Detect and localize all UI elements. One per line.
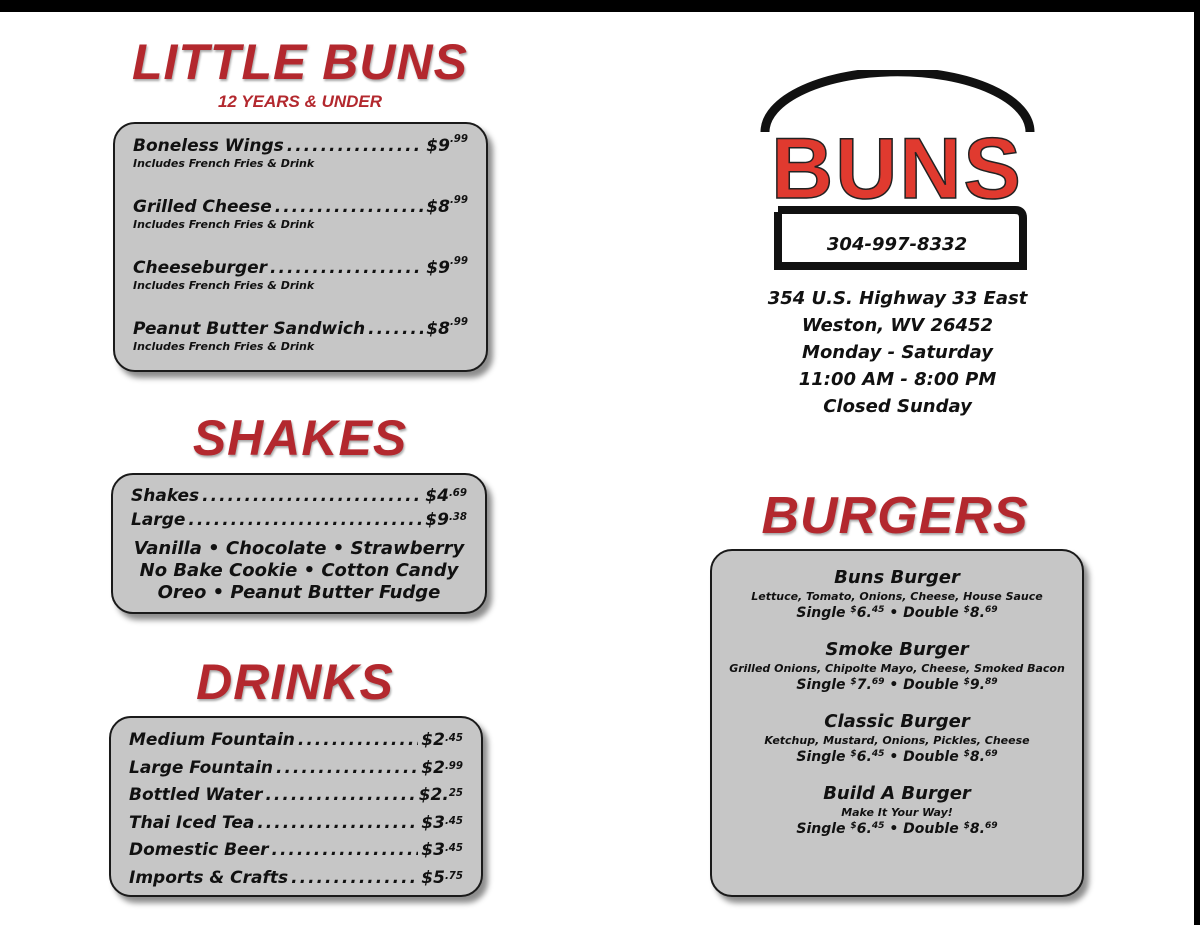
item-name: Medium Fountain <box>129 730 295 750</box>
burger-item <box>720 783 1074 837</box>
item-name: Bottled Water <box>129 785 263 805</box>
closed-note: Closed Sunday <box>823 396 972 417</box>
address-line-1: 354 U.S. Highway 33 East <box>767 288 1028 309</box>
burger-name: Classic Burger <box>824 711 970 732</box>
item-price: $\$3^{.45}$ <box>421 812 463 833</box>
item-note: Includes French Fries & Drink <box>133 157 315 170</box>
burger-item <box>720 567 1074 621</box>
item-name: Shakes <box>131 486 200 506</box>
dot-leader <box>202 484 422 508</box>
shakes-title: SHAKES <box>192 410 408 466</box>
little-buns-item <box>133 319 468 374</box>
item-name: Boneless Wings <box>133 136 284 156</box>
item-name: Domestic Beer <box>129 840 269 860</box>
item-price: $\$2^{.45}$ <box>421 730 463 750</box>
shakes-panel <box>111 473 487 614</box>
dot-leader <box>188 508 422 532</box>
drink-row <box>129 755 463 783</box>
item-price: $\$9^{.99}$ <box>426 256 468 278</box>
item-note: Includes French Fries & Drink <box>133 279 315 292</box>
item-price: $\$3^{.45}$ <box>421 840 463 860</box>
burger-name: Build A Burger <box>823 783 971 804</box>
item-price: $\$9^{.99}$ <box>426 134 468 156</box>
dot-leader <box>265 782 415 810</box>
flavor-line: No Bake Cookie • Cotton Candy <box>139 560 459 581</box>
little-buns-item <box>133 258 468 319</box>
dot-leader <box>276 755 418 783</box>
dot-leader <box>272 837 419 865</box>
little-buns-panel <box>113 122 488 372</box>
dot-leader <box>287 136 424 156</box>
burger-price: Single $6.45 • Double $8.69 <box>796 749 998 765</box>
burger-item <box>720 711 1074 765</box>
item-name: Thai Iced Tea <box>129 812 255 833</box>
right-border <box>1194 0 1200 925</box>
dot-leader <box>368 319 423 339</box>
little-buns-title: LITTLE BUNS <box>132 34 468 90</box>
burger-price: Single $7.69 • Double $9.89 <box>796 677 998 693</box>
burger-desc: Ketchup, Mustard, Onions, Pickles, Cheese <box>764 734 1030 747</box>
little-buns-item <box>133 197 468 258</box>
item-name: Large Fountain <box>129 757 274 778</box>
item-name: Cheeseburger <box>133 258 268 278</box>
burger-desc: Lettuce, Tomato, Onions, Cheese, House Sauce <box>751 590 1043 603</box>
dot-leader <box>270 258 423 278</box>
burger-price: Single $6.45 • Double $8.69 <box>796 605 998 621</box>
drink-row <box>129 727 463 755</box>
dot-leader <box>298 727 418 755</box>
item-price: $\$5^{.75}$ <box>421 867 463 888</box>
phone-number: 304-997-8332 <box>826 234 968 255</box>
dot-leader <box>275 197 424 217</box>
drink-row <box>129 865 463 893</box>
little-buns-subtitle: 12 YEARS & UNDER <box>217 92 383 111</box>
burger-name: Buns Burger <box>834 567 960 588</box>
drinks-title: DRINKS <box>196 654 394 710</box>
flavor-line: Oreo • Peanut Butter Fudge <box>157 582 441 603</box>
item-note: Includes French Fries & Drink <box>133 340 315 353</box>
shake-row <box>131 484 467 508</box>
item-price: $\$8^{.99}$ <box>426 317 468 339</box>
burgers-panel <box>710 549 1084 897</box>
item-price: $\$8^{.99}$ <box>426 195 468 217</box>
drink-row <box>129 810 463 838</box>
item-price: $2.25 <box>418 785 463 805</box>
item-name: Grilled Cheese <box>133 197 272 217</box>
flavor-line: Vanilla • Chocolate • Strawberry <box>133 538 465 559</box>
buns-logo <box>745 70 1050 280</box>
top-border <box>0 0 1200 12</box>
item-price: $\$9^{.38}$ <box>425 510 467 530</box>
shake-row <box>131 508 467 532</box>
logo-text: BUNS <box>771 121 1023 217</box>
item-note: Includes French Fries & Drink <box>133 218 315 231</box>
drink-row <box>129 782 463 810</box>
item-price: $\$4^{.69}$ <box>425 486 467 506</box>
item-price: $\$2^{.99}$ <box>421 757 463 778</box>
address-line-2: Weston, WV 26452 <box>801 315 994 336</box>
burger-name: Smoke Burger <box>825 639 969 660</box>
burger-item <box>720 639 1074 693</box>
dot-leader <box>257 810 418 838</box>
little-buns-item <box>133 136 468 197</box>
burger-price: Single $6.45 • Double $8.69 <box>796 821 998 837</box>
item-name: Imports & Crafts <box>129 867 289 888</box>
drink-row <box>129 837 463 865</box>
burger-desc: Make It Your Way! <box>841 806 953 819</box>
store-info <box>720 285 1075 420</box>
item-name: Large <box>131 510 186 530</box>
open-days: Monday - Saturday <box>802 342 993 363</box>
shake-flavors <box>131 538 467 604</box>
open-hours: 11:00 AM - 8:00 PM <box>798 369 997 390</box>
drinks-panel <box>109 716 483 897</box>
dot-leader <box>291 865 418 893</box>
burgers-title: BURGERS <box>761 487 1029 545</box>
burger-desc: Grilled Onions, Chipolte Mayo, Cheese, Smoked Bacon <box>729 662 1065 675</box>
item-name: Peanut Butter Sandwich <box>133 319 366 339</box>
